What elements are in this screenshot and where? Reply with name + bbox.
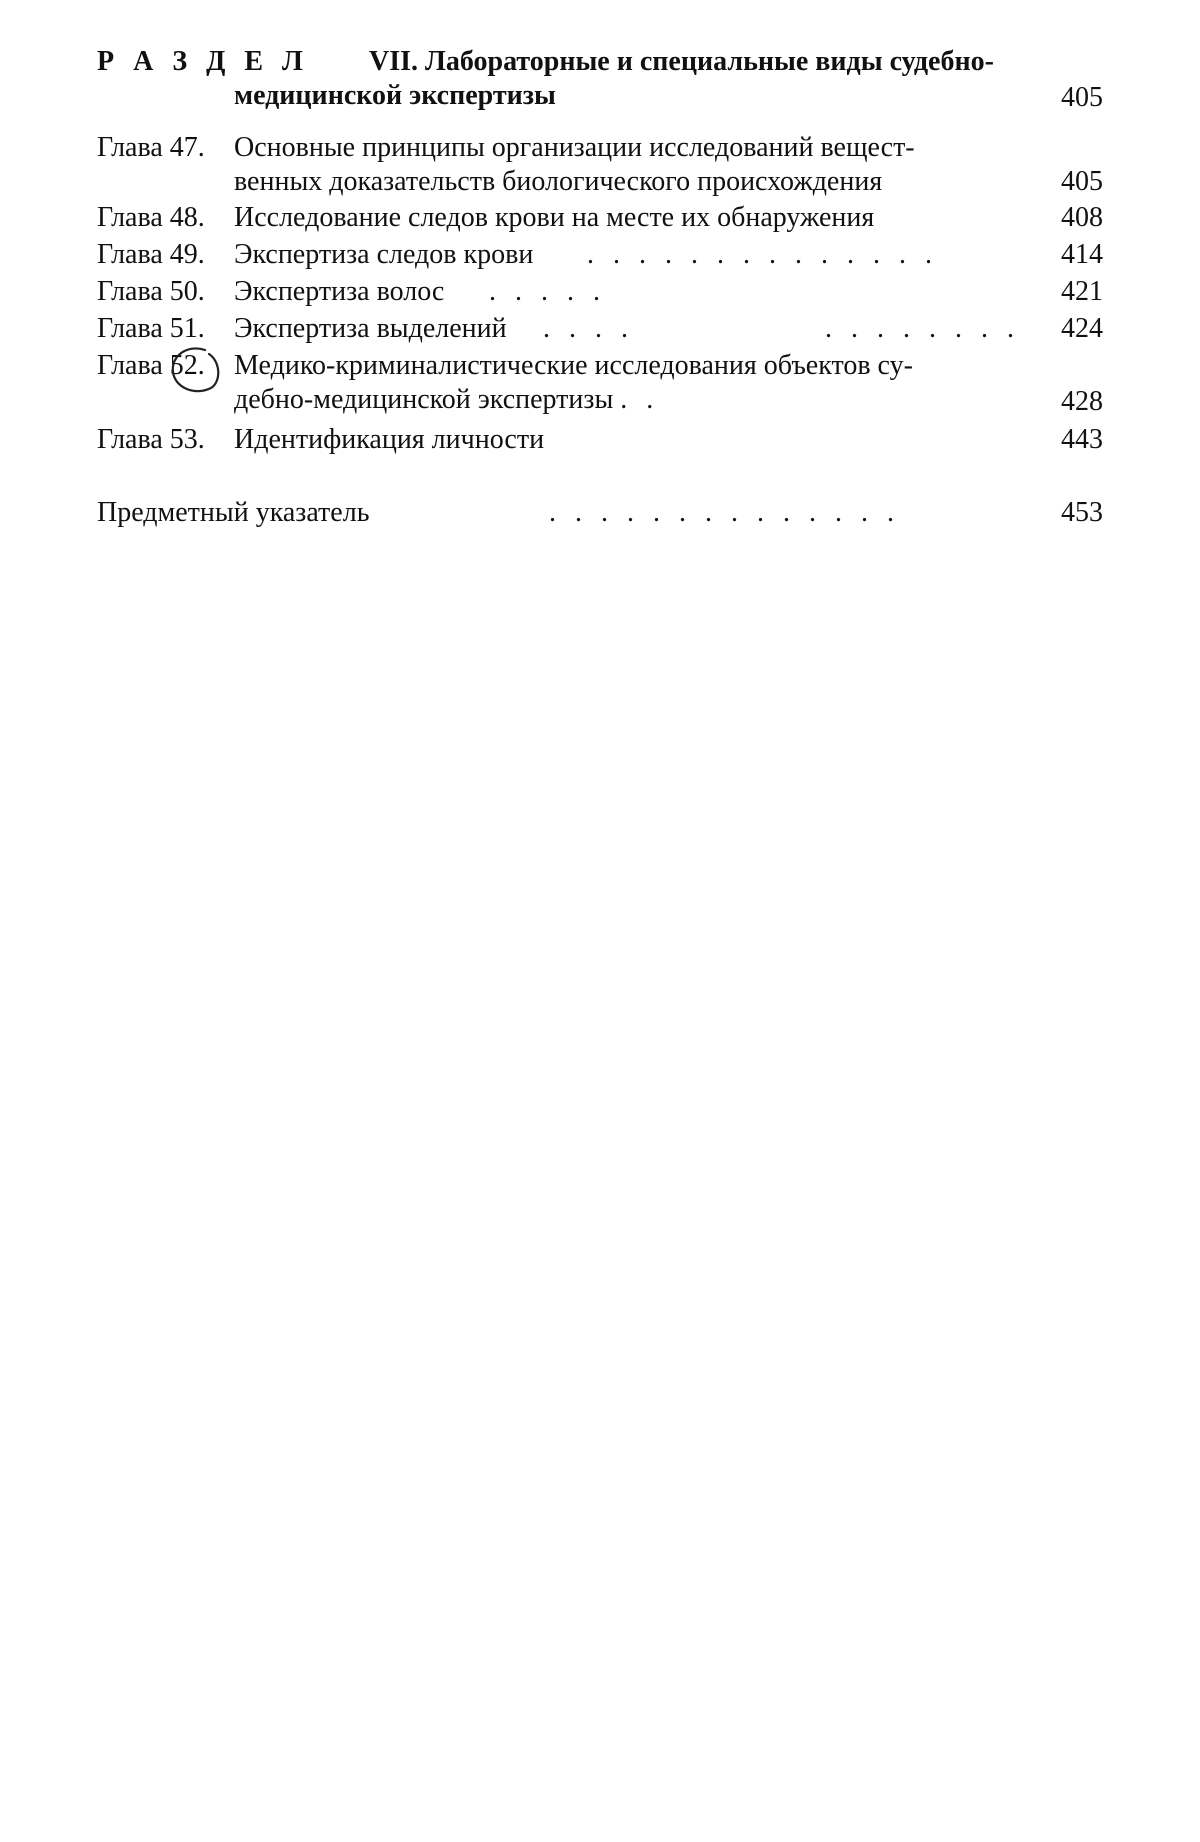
chapter-title: Идентификация личности (234, 424, 545, 455)
section-heading (97, 42, 1103, 114)
chapter-label: Глава 50. (97, 276, 205, 307)
handwritten-circle-mark (165, 342, 225, 402)
chapter-title: Экспертиза следов крови (234, 239, 534, 270)
chapter-label: Глава 52. (97, 350, 205, 381)
chapter-title-line-1: Медико-криминалистические исследования объектов су- (234, 350, 913, 381)
chapter-page-number: 428 (1061, 386, 1103, 417)
table-of-contents (97, 42, 1103, 542)
chapter-title-line-2: венных доказательств биологического происхождения (234, 166, 883, 197)
chapter-title-line-2 (234, 384, 659, 416)
section-title-line-2: медицинской экспертизы (234, 80, 556, 111)
dot-leader: . . . . (543, 313, 634, 344)
chapter-title-line-2-text: дебно-медицинской экспертизы (234, 384, 614, 415)
chapter-label: Глава 47. (97, 132, 205, 163)
section-page-number: 405 (1061, 82, 1103, 113)
section-number: VII. (369, 46, 419, 77)
chapter-page-number: 408 (1061, 202, 1103, 233)
chapter-title: Исследование следов крови на месте их обнаружения (234, 202, 875, 233)
section-title-line-1 (369, 46, 994, 78)
chapter-page-number: 443 (1061, 424, 1103, 455)
dot-leader: . . . . . . . . . . . . . . (587, 239, 938, 270)
chapter-label: Глава 51. (97, 313, 205, 344)
chapter-page-number: 414 (1061, 239, 1103, 270)
chapter-label: Глава 48. (97, 202, 205, 233)
chapter-title: Экспертиза выделений (234, 313, 507, 344)
dot-leader: . . (620, 384, 660, 415)
chapter-page-number: 424 (1061, 313, 1103, 344)
dot-leader-2: . . . . . . . . (825, 313, 1020, 344)
chapter-page-number: 421 (1061, 276, 1103, 307)
index-page-number: 453 (1061, 497, 1103, 528)
section-title-text: Лабораторные и специальные виды судебно- (425, 46, 994, 77)
chapter-page-number: 405 (1061, 166, 1103, 197)
chapter-title-line-1: Основные принципы организации исследований вещест- (234, 132, 915, 163)
index-label: Предметный указатель (97, 497, 370, 528)
chapter-title: Экспертиза волос (234, 276, 445, 307)
dot-leader: . . . . . (489, 276, 606, 307)
chapter-label: Глава 53. (97, 424, 205, 455)
section-label: Р А З Д Е Л (97, 46, 309, 77)
chapter-label: Глава 49. (97, 239, 205, 270)
dot-leader: . . . . . . . . . . . . . . (549, 497, 900, 528)
